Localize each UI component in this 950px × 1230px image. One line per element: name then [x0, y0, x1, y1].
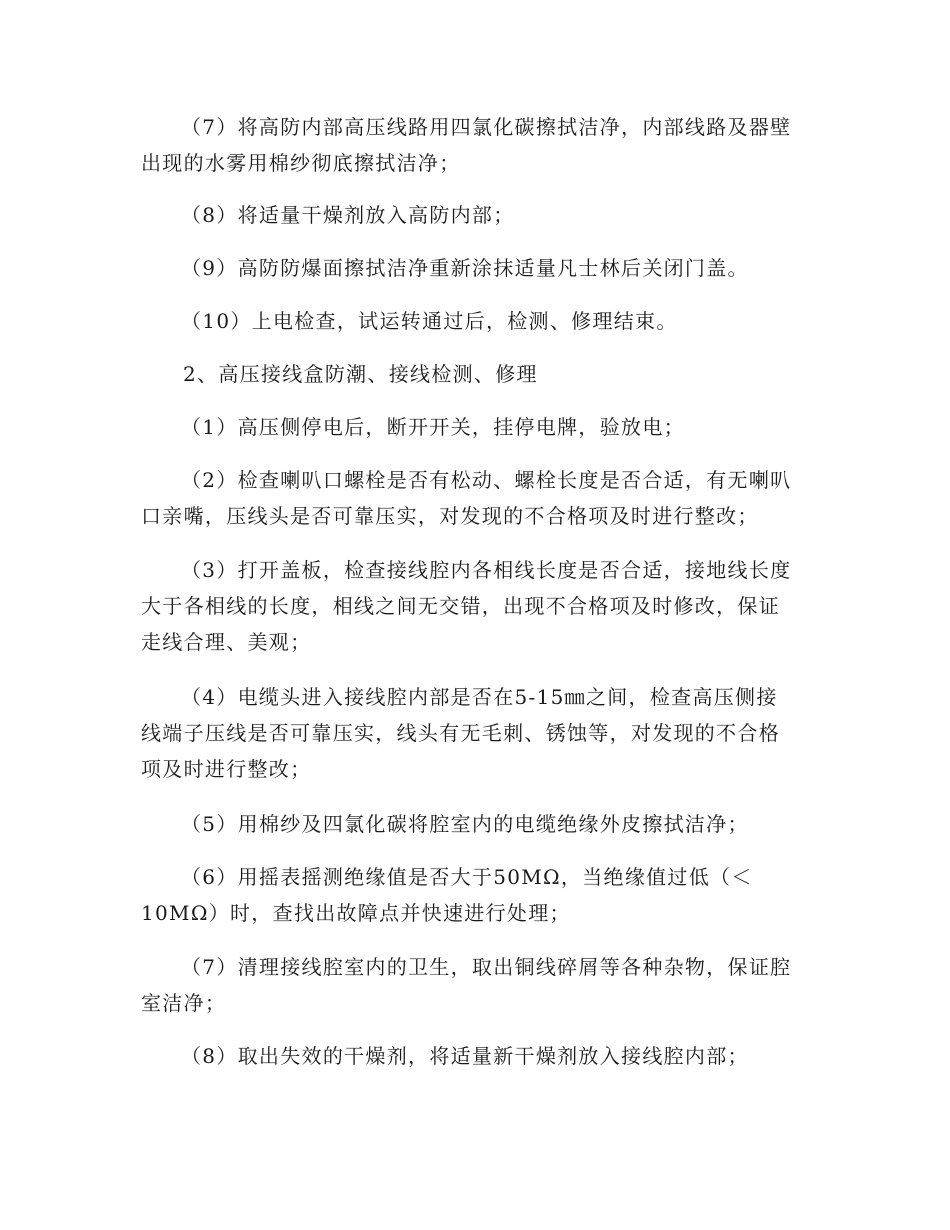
- text-line: 项及时进行整改；: [141, 757, 312, 781]
- section-heading-text: 2、高压接线盒防潮、接线检测、修理: [183, 362, 538, 386]
- text-line: 10MΩ）时，查找出故障点并快速进行处理；: [141, 901, 571, 925]
- paragraph-step-6-insulation-test: [141, 859, 811, 931]
- paragraph-step-4-cable-head: [141, 679, 811, 787]
- text-line: （3）打开盖板，检查接线腔内各相线长度是否合适，接地线长度: [181, 558, 792, 582]
- text-line: （1）高压侧停电后，断开开关，挂停电牌，验放电；: [181, 415, 685, 439]
- paragraph-step-7-clean-chamber: [141, 949, 811, 1021]
- paragraph-step-7-high-voltage-wipe: [141, 109, 811, 181]
- paragraph-step-8-desiccant: [141, 197, 811, 233]
- paragraph-step-9-vaseline: [141, 250, 811, 286]
- text-line: （8）取出失效的干燥剂，将适量新干燥剂放入接线腔内部；: [181, 1044, 749, 1068]
- paragraph-step-3-open-cover: [141, 552, 811, 660]
- text-line: （5）用棉纱及四氯化碳将腔室内的电缆绝缘外皮擦拭洁净；: [181, 812, 749, 836]
- text-line: （7）清理接线腔室内的卫生，取出铜线碎屑等各种杂物，保证腔: [181, 955, 792, 979]
- text-line: 室洁净；: [141, 991, 227, 1015]
- text-line: （9）高防防爆面擦拭洁净重新涂抹适量凡士林后关闭门盖。: [181, 256, 749, 280]
- text-line: 线端子压线是否可靠压实，线头有无毛刺、锈蚀等，对发现的不合格: [141, 721, 780, 745]
- text-line: （7）将高防内部高压线路用四氯化碳擦拭洁净，内部线路及器壁: [181, 115, 792, 139]
- text-line: 走线合理、美观；: [141, 630, 312, 654]
- text-line: 口亲嘴，压线头是否可靠压实，对发现的不合格项及时进行整改；: [141, 504, 759, 528]
- text-line: （6）用摇表摇测绝缘值是否大于50MΩ，当绝缘值过低（＜: [181, 865, 753, 889]
- text-line: 出现的水雾用棉纱彻底擦拭洁净；: [141, 151, 461, 175]
- section-heading-2: [141, 356, 811, 392]
- text-line: （10）上电检查，试运转通过后，检测、修理结束。: [181, 309, 678, 333]
- text-line: 大于各相线的长度，相线之间无交错，出现不合格项及时修改，保证: [141, 594, 780, 618]
- paragraph-step-1-power-off: [141, 409, 811, 445]
- text-line: （4）电缆头进入接线腔内部是否在5-15㎜之间，检查高压侧接: [181, 685, 778, 709]
- paragraph-step-10-power-on: [141, 303, 811, 339]
- paragraph-step-2-check-bolts: [141, 462, 811, 534]
- text-line: （8）将适量干燥剂放入高防内部；: [181, 203, 515, 227]
- paragraph-step-8-replace-desiccant: [141, 1038, 811, 1074]
- paragraph-step-5-clean-insulation: [141, 806, 811, 842]
- text-line: （2）检查喇叭口螺栓是否有松动、螺栓长度是否合适，有无喇叭: [181, 468, 792, 492]
